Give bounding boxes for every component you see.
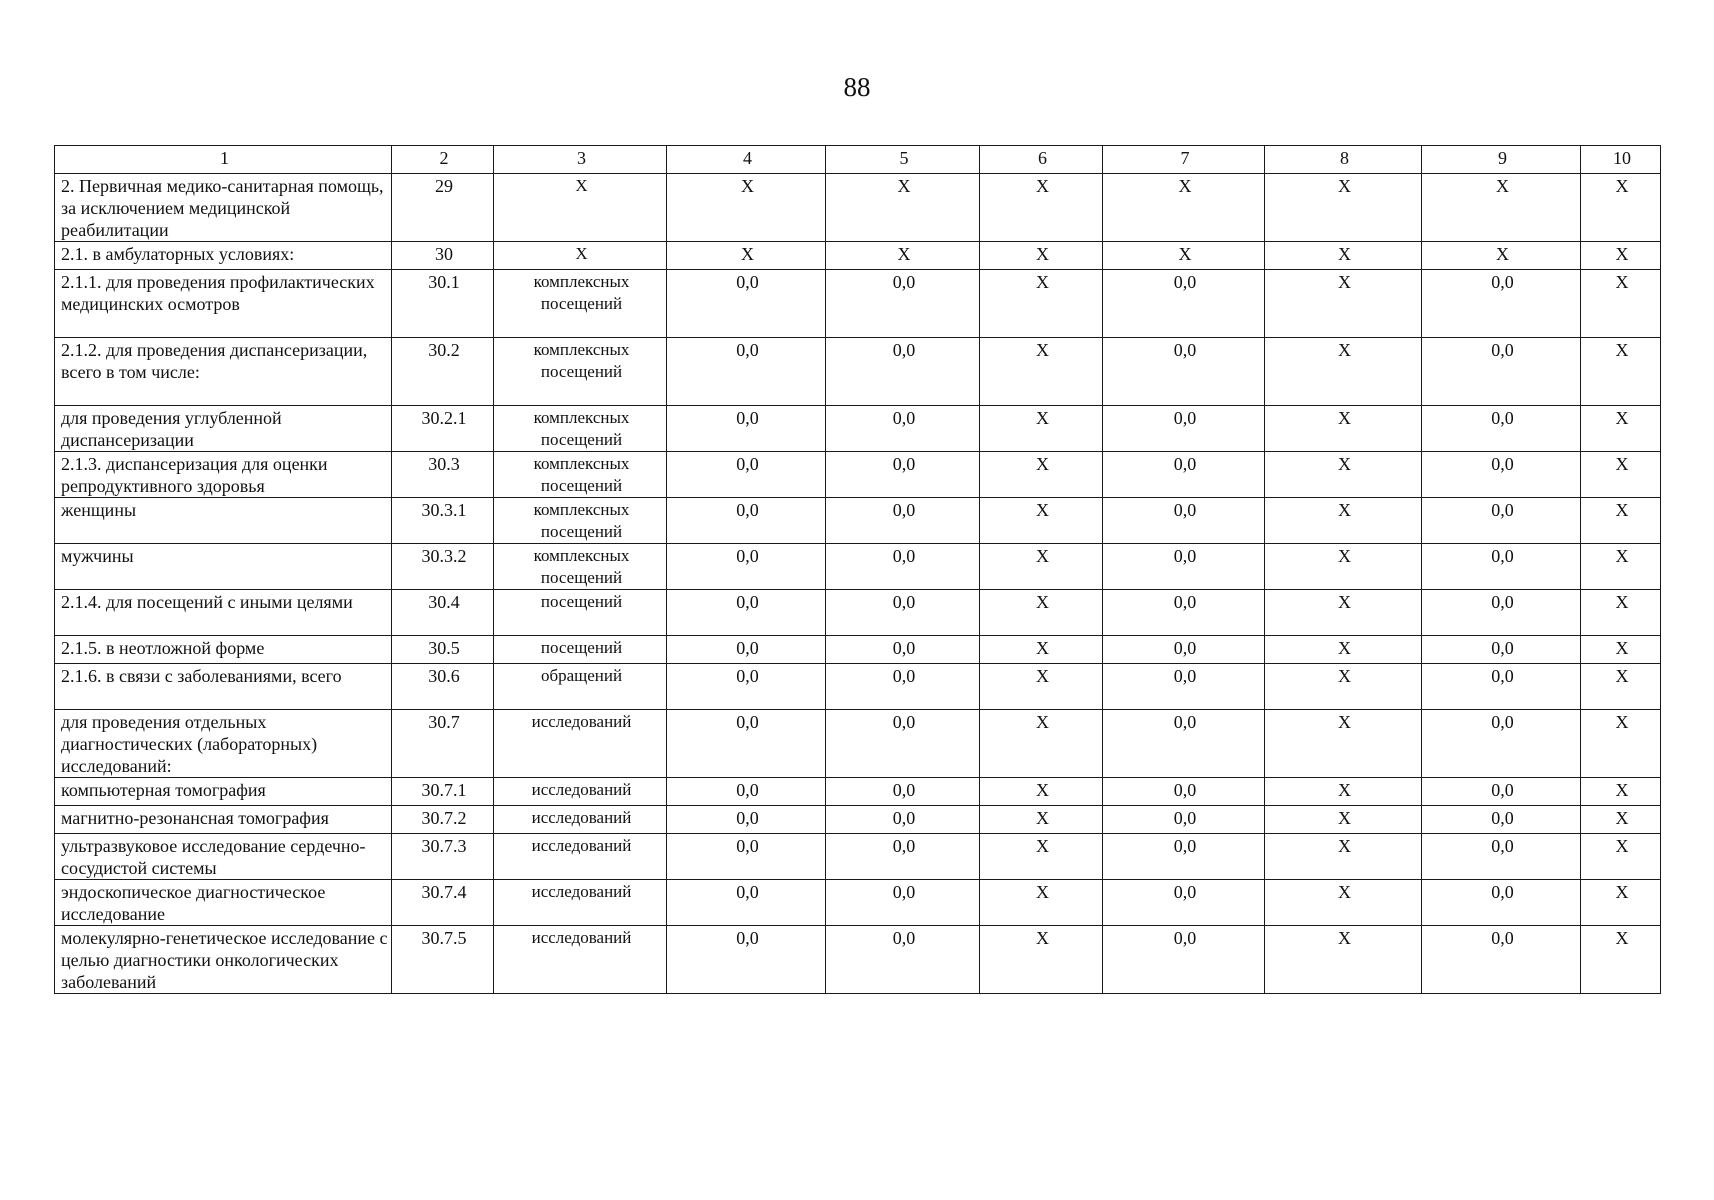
cell-col8: Х: [1265, 926, 1422, 994]
cell-col10: Х: [1581, 806, 1661, 834]
row-name: для проведения углубленной диспансеризации: [55, 406, 392, 452]
header-cell: 1: [55, 146, 392, 174]
cell-col5: 0,0: [826, 880, 980, 926]
row-code: 30.6: [392, 664, 494, 710]
cell-col6: Х: [980, 338, 1103, 406]
cell-col10: Х: [1581, 636, 1661, 664]
table-row: [55, 242, 1661, 270]
row-name: 2.1.2. для проведения диспансеризации, всего в том числе:: [55, 338, 392, 406]
table-row: [55, 778, 1661, 806]
table-row: [55, 710, 1661, 778]
table-row: [55, 406, 1661, 452]
row-name: мужчины: [55, 544, 392, 590]
cell-col6: Х: [980, 806, 1103, 834]
header-cell: 5: [826, 146, 980, 174]
row-name: 2.1.4. для посещений с иными целями: [55, 590, 392, 636]
row-unit: Х: [494, 174, 667, 242]
cell-col7: 0,0: [1103, 338, 1265, 406]
cell-col7: 0,0: [1103, 636, 1265, 664]
cell-col8: Х: [1265, 242, 1422, 270]
row-unit: комплексных посещений: [494, 498, 667, 544]
cell-col4: Х: [667, 242, 826, 270]
table-row: [55, 174, 1661, 242]
row-name: 2.1.5. в неотложной форме: [55, 636, 392, 664]
cell-col9: 0,0: [1422, 834, 1581, 880]
table-row: [55, 544, 1661, 590]
row-unit: комплексных посещений: [494, 406, 667, 452]
cell-col4: 0,0: [667, 452, 826, 498]
row-unit: исследований: [494, 926, 667, 994]
cell-col9: 0,0: [1422, 926, 1581, 994]
cell-col7: 0,0: [1103, 710, 1265, 778]
cell-col7: Х: [1103, 174, 1265, 242]
row-unit: исследований: [494, 880, 667, 926]
row-code: 30.7.5: [392, 926, 494, 994]
cell-col9: 0,0: [1422, 338, 1581, 406]
cell-col5: 0,0: [826, 926, 980, 994]
cell-col6: Х: [980, 498, 1103, 544]
row-code: 30.4: [392, 590, 494, 636]
cell-col6: Х: [980, 778, 1103, 806]
table-row: [55, 338, 1661, 406]
cell-col7: 0,0: [1103, 270, 1265, 338]
row-name: 2. Первичная медико-санитарная помощь, за исключением медицинской реабилитации: [55, 174, 392, 242]
cell-col9: Х: [1422, 242, 1581, 270]
row-name: эндоскопическое диагностическое исследование: [55, 880, 392, 926]
cell-col4: 0,0: [667, 710, 826, 778]
cell-col10: Х: [1581, 452, 1661, 498]
row-name: магнитно-резонансная томография: [55, 806, 392, 834]
row-code: 30.3.1: [392, 498, 494, 544]
cell-col5: 0,0: [826, 778, 980, 806]
cell-col10: Х: [1581, 926, 1661, 994]
header-cell: 8: [1265, 146, 1422, 174]
page-number: 88: [843, 72, 871, 102]
cell-col9: 0,0: [1422, 880, 1581, 926]
cell-col4: 0,0: [667, 926, 826, 994]
row-code: 30.1: [392, 270, 494, 338]
cell-col8: Х: [1265, 544, 1422, 590]
cell-col4: 0,0: [667, 270, 826, 338]
cell-col5: Х: [826, 242, 980, 270]
cell-col4: 0,0: [667, 406, 826, 452]
row-name: для проведения отдельных диагностических (лабораторных) исследований:: [55, 710, 392, 778]
header-cell: 2: [392, 146, 494, 174]
cell-col8: Х: [1265, 406, 1422, 452]
row-code: 30.7.3: [392, 834, 494, 880]
row-code: 30.3.2: [392, 544, 494, 590]
cell-col10: Х: [1581, 664, 1661, 710]
cell-col4: 0,0: [667, 544, 826, 590]
cell-col5: 0,0: [826, 406, 980, 452]
cell-col8: Х: [1265, 778, 1422, 806]
cell-col5: 0,0: [826, 664, 980, 710]
cell-col7: 0,0: [1103, 590, 1265, 636]
row-code: 30: [392, 242, 494, 270]
cell-col5: 0,0: [826, 498, 980, 544]
cell-col5: 0,0: [826, 636, 980, 664]
row-name: ультразвуковое исследование сердечно-сосудистой системы: [55, 834, 392, 880]
cell-col4: 0,0: [667, 338, 826, 406]
table-header-row: [55, 146, 1661, 174]
cell-col5: Х: [826, 174, 980, 242]
cell-col8: Х: [1265, 498, 1422, 544]
cell-col9: 0,0: [1422, 270, 1581, 338]
cell-col5: 0,0: [826, 590, 980, 636]
cell-col8: Х: [1265, 880, 1422, 926]
table-row: [55, 498, 1661, 544]
cell-col4: 0,0: [667, 778, 826, 806]
table-row: [55, 452, 1661, 498]
cell-col5: 0,0: [826, 710, 980, 778]
cell-col8: Х: [1265, 338, 1422, 406]
cell-col4: 0,0: [667, 498, 826, 544]
cell-col4: 0,0: [667, 806, 826, 834]
cell-col5: 0,0: [826, 338, 980, 406]
cell-col7: 0,0: [1103, 452, 1265, 498]
cell-col6: Х: [980, 270, 1103, 338]
cell-col9: 0,0: [1422, 636, 1581, 664]
cell-col4: 0,0: [667, 834, 826, 880]
cell-col6: Х: [980, 664, 1103, 710]
cell-col10: Х: [1581, 338, 1661, 406]
cell-col10: Х: [1581, 270, 1661, 338]
cell-col7: 0,0: [1103, 880, 1265, 926]
cell-col6: Х: [980, 406, 1103, 452]
cell-col6: Х: [980, 880, 1103, 926]
cell-col8: Х: [1265, 452, 1422, 498]
header-cell: 9: [1422, 146, 1581, 174]
cell-col4: 0,0: [667, 880, 826, 926]
table-row: [55, 590, 1661, 636]
cell-col5: 0,0: [826, 270, 980, 338]
cell-col9: 0,0: [1422, 544, 1581, 590]
row-code: 30.2.1: [392, 406, 494, 452]
cell-col5: 0,0: [826, 806, 980, 834]
cell-col9: 0,0: [1422, 664, 1581, 710]
cell-col6: Х: [980, 926, 1103, 994]
row-name: женщины: [55, 498, 392, 544]
cell-col10: Х: [1581, 880, 1661, 926]
cell-col9: 0,0: [1422, 806, 1581, 834]
cell-col5: 0,0: [826, 452, 980, 498]
table-row: [55, 880, 1661, 926]
cell-col7: 0,0: [1103, 778, 1265, 806]
cell-col6: Х: [980, 242, 1103, 270]
row-code: 30.3: [392, 452, 494, 498]
row-unit: Х: [494, 242, 667, 270]
row-unit: исследований: [494, 778, 667, 806]
cell-col9: Х: [1422, 174, 1581, 242]
cell-col10: Х: [1581, 242, 1661, 270]
row-unit: исследований: [494, 710, 667, 778]
row-code: 30.7.1: [392, 778, 494, 806]
row-unit: посещений: [494, 636, 667, 664]
row-unit: комплексных посещений: [494, 452, 667, 498]
cell-col5: 0,0: [826, 834, 980, 880]
row-unit: комплексных посещений: [494, 270, 667, 338]
cell-col9: 0,0: [1422, 710, 1581, 778]
header-cell: 6: [980, 146, 1103, 174]
header-cell: 4: [667, 146, 826, 174]
table-row: [55, 834, 1661, 880]
cell-col4: Х: [667, 174, 826, 242]
cell-col8: Х: [1265, 710, 1422, 778]
row-unit: исследований: [494, 834, 667, 880]
cell-col7: 0,0: [1103, 806, 1265, 834]
row-code: 30.7: [392, 710, 494, 778]
row-code: 30.5: [392, 636, 494, 664]
row-code: 29: [392, 174, 494, 242]
cell-col9: 0,0: [1422, 452, 1581, 498]
cell-col8: Х: [1265, 174, 1422, 242]
cell-col10: Х: [1581, 710, 1661, 778]
header-cell: 7: [1103, 146, 1265, 174]
cell-col6: Х: [980, 544, 1103, 590]
cell-col6: Х: [980, 710, 1103, 778]
cell-col4: 0,0: [667, 664, 826, 710]
cell-col10: Х: [1581, 498, 1661, 544]
cell-col6: Х: [980, 834, 1103, 880]
cell-col8: Х: [1265, 664, 1422, 710]
cell-col8: Х: [1265, 270, 1422, 338]
cell-col7: 0,0: [1103, 406, 1265, 452]
cell-col4: 0,0: [667, 590, 826, 636]
row-name: молекулярно-генетическое исследование с целью диагностики онкологических заболеваний: [55, 926, 392, 994]
cell-col4: 0,0: [667, 636, 826, 664]
cell-col8: Х: [1265, 590, 1422, 636]
row-name: компьютерная томография: [55, 778, 392, 806]
row-name: 2.1.3. диспансеризация для оценки репродуктивного здоровья: [55, 452, 392, 498]
header-cell: 3: [494, 146, 667, 174]
row-name: 2.1.6. в связи с заболеваниями, всего: [55, 664, 392, 710]
cell-col6: Х: [980, 636, 1103, 664]
table-row: [55, 636, 1661, 664]
cell-col9: 0,0: [1422, 406, 1581, 452]
cell-col7: Х: [1103, 242, 1265, 270]
cell-col10: Х: [1581, 406, 1661, 452]
data-table: [54, 145, 1661, 994]
cell-col10: Х: [1581, 834, 1661, 880]
cell-col10: Х: [1581, 544, 1661, 590]
table-row: [55, 926, 1661, 994]
cell-col8: Х: [1265, 806, 1422, 834]
row-unit: комплексных посещений: [494, 544, 667, 590]
cell-col7: 0,0: [1103, 498, 1265, 544]
table-row: [55, 664, 1661, 710]
cell-col10: Х: [1581, 778, 1661, 806]
row-code: 30.7.4: [392, 880, 494, 926]
cell-col7: 0,0: [1103, 926, 1265, 994]
row-unit: посещений: [494, 590, 667, 636]
row-unit: комплексных посещений: [494, 338, 667, 406]
cell-col9: 0,0: [1422, 590, 1581, 636]
row-name: 2.1.1. для проведения профилактических медицинских осмотров: [55, 270, 392, 338]
cell-col9: 0,0: [1422, 778, 1581, 806]
cell-col7: 0,0: [1103, 664, 1265, 710]
table-row: [55, 270, 1661, 338]
row-unit: обращений: [494, 664, 667, 710]
cell-col10: Х: [1581, 590, 1661, 636]
cell-col6: Х: [980, 590, 1103, 636]
row-code: 30.7.2: [392, 806, 494, 834]
cell-col6: Х: [980, 174, 1103, 242]
table-row: [55, 806, 1661, 834]
row-code: 30.2: [392, 338, 494, 406]
cell-col8: Х: [1265, 636, 1422, 664]
cell-col5: 0,0: [826, 544, 980, 590]
row-name: 2.1. в амбулаторных условиях:: [55, 242, 392, 270]
cell-col8: Х: [1265, 834, 1422, 880]
cell-col7: 0,0: [1103, 834, 1265, 880]
header-cell: 10: [1581, 146, 1661, 174]
cell-col7: 0,0: [1103, 544, 1265, 590]
cell-col6: Х: [980, 452, 1103, 498]
cell-col9: 0,0: [1422, 498, 1581, 544]
row-unit: исследований: [494, 806, 667, 834]
cell-col10: Х: [1581, 174, 1661, 242]
